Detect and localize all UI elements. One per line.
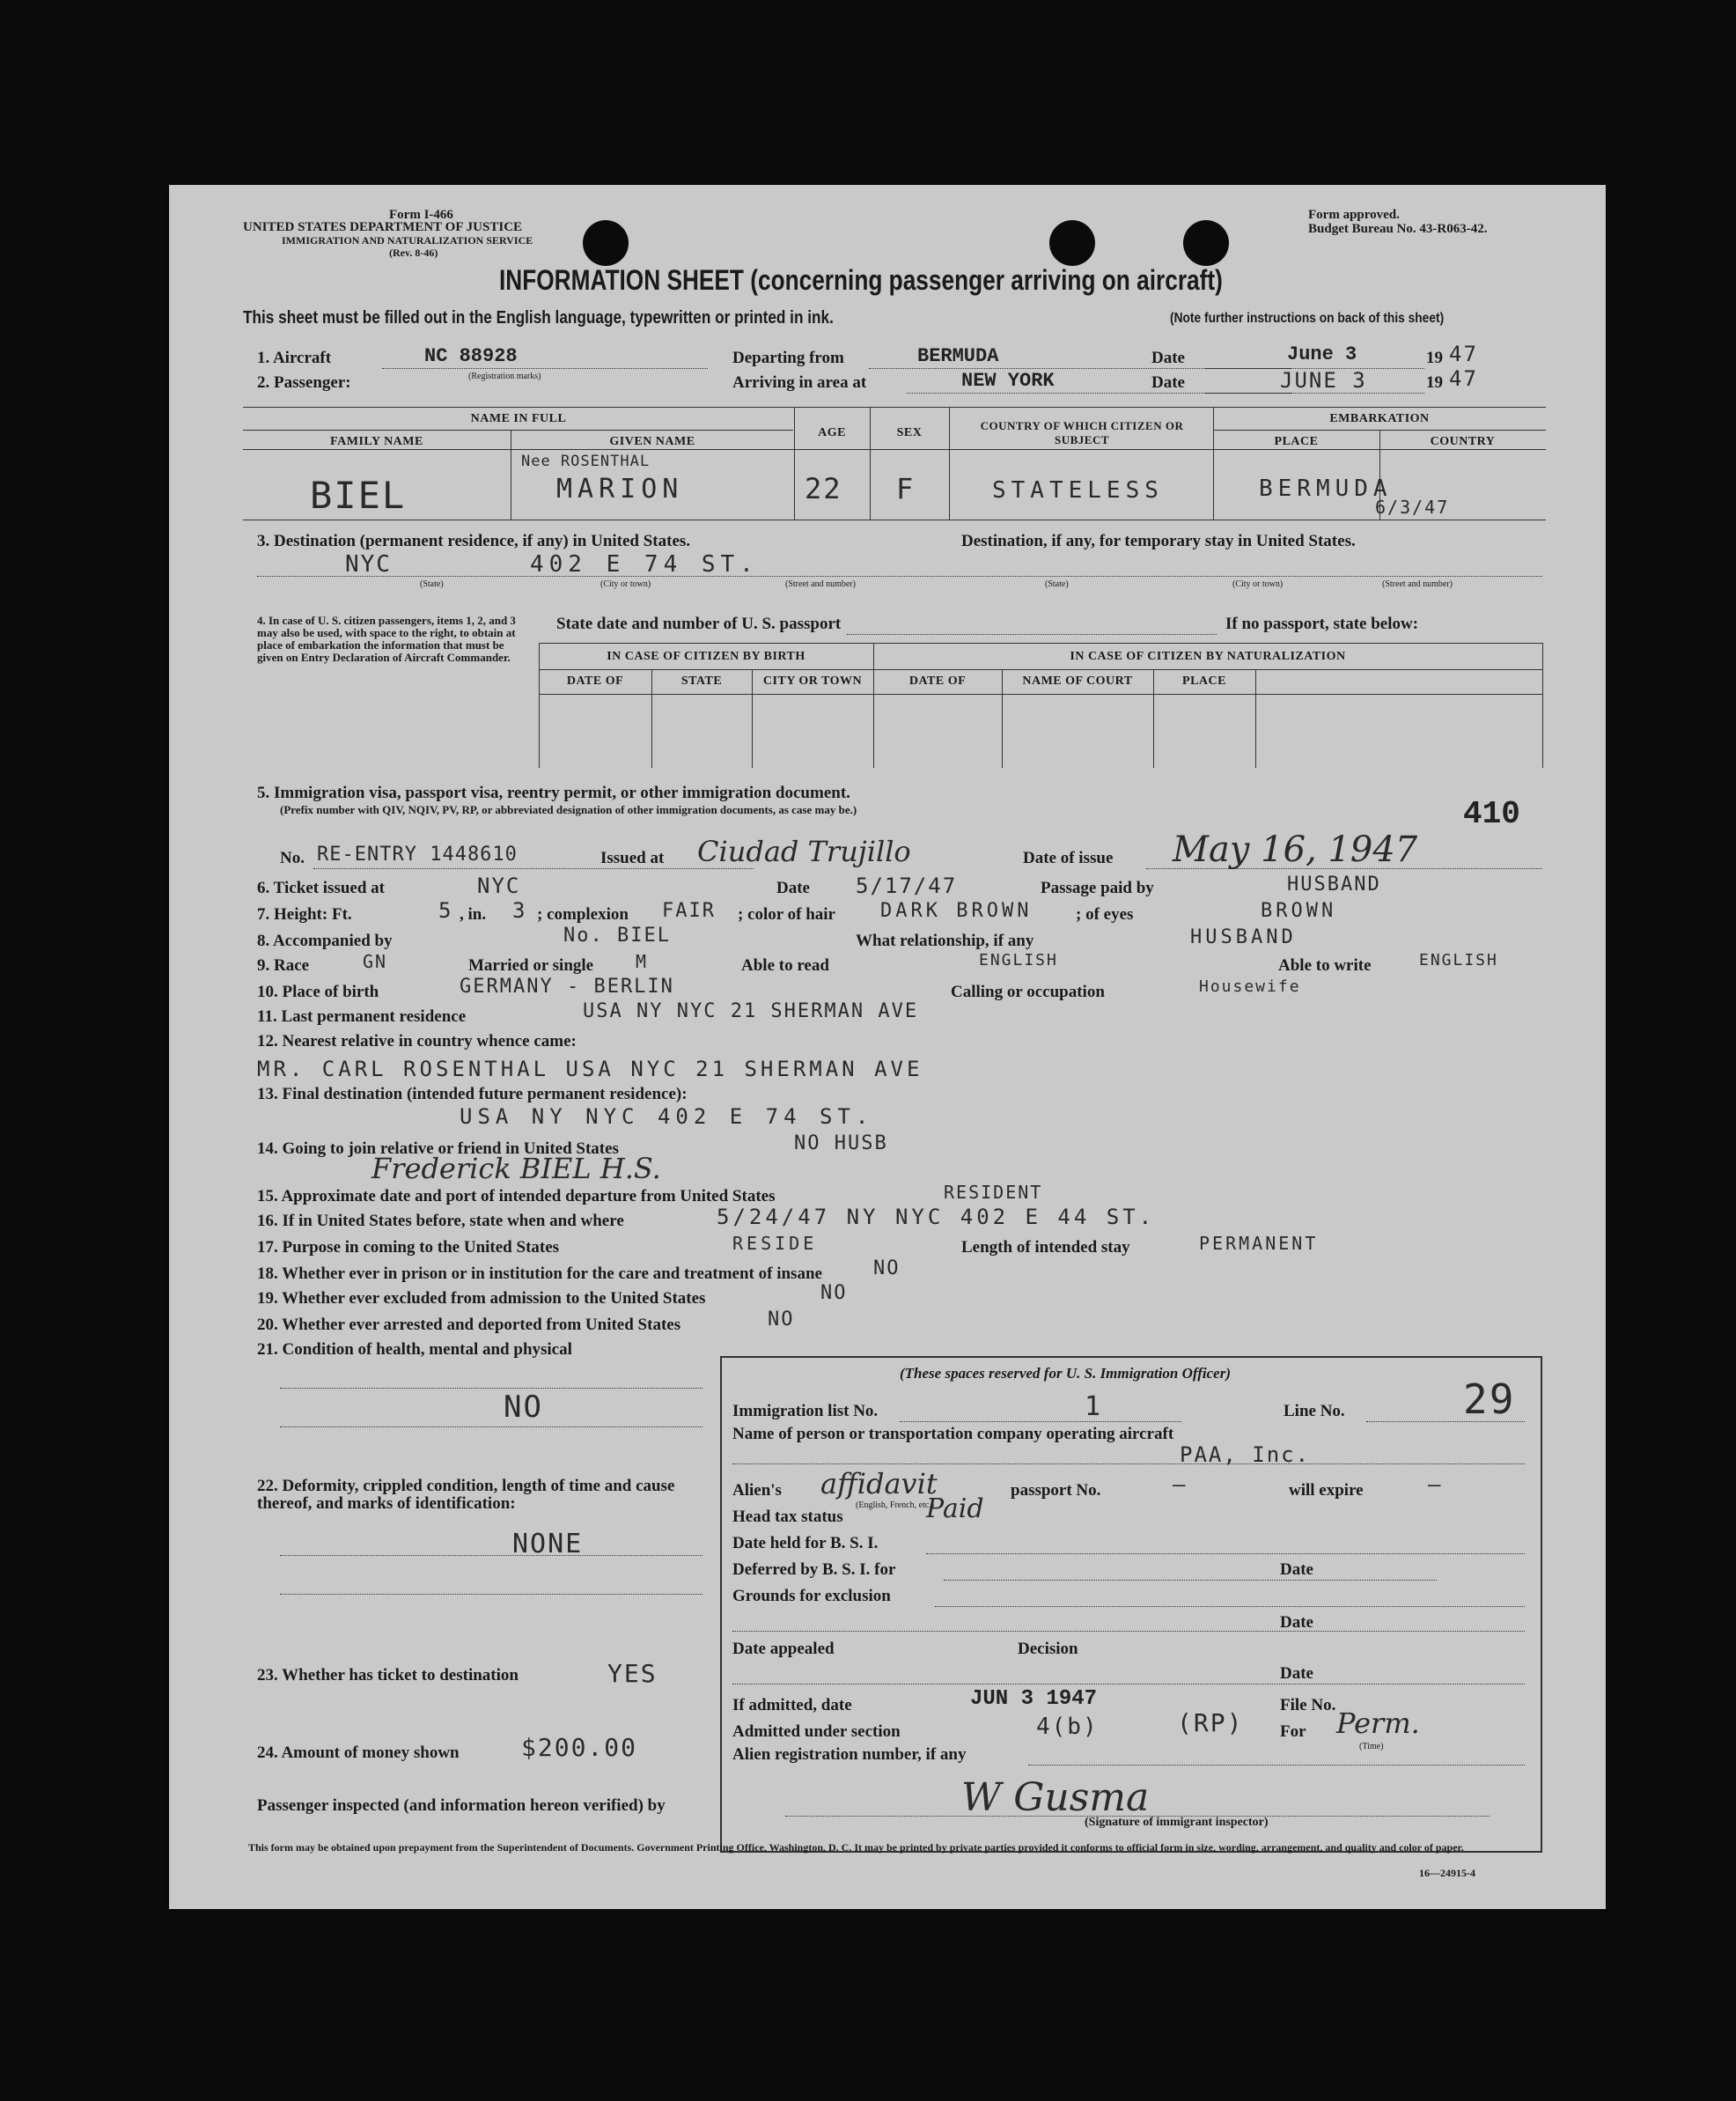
hair-value: DARK BROWN <box>880 900 1033 922</box>
date2-value: JUNE 3 <box>1280 368 1367 393</box>
embark-date-value: 6/3/47 <box>1375 497 1450 518</box>
section-value: 4(b) <box>1036 1714 1099 1740</box>
money-value: $200.00 <box>521 1733 638 1762</box>
height-in-value: 3 <box>512 898 527 923</box>
date1-value: June 3 <box>1287 343 1357 365</box>
alien-value: affidavit <box>820 1467 938 1500</box>
form-title: INFORMATION SHEET (concerning passenger arriving on aircraft) <box>499 264 1223 296</box>
embarkation-country-header: COUNTRY <box>1430 435 1496 448</box>
prison-label: 18. Whether ever in prison or in institution for the care and treatment of insane <box>257 1264 822 1283</box>
accompanied-label: 8. Accompanied by <box>257 932 393 950</box>
expire-label: will expire <box>1289 1481 1364 1500</box>
punch-hole <box>1183 220 1229 266</box>
relationship-value: HUSBAND <box>1190 926 1297 948</box>
stamp-number: 410 <box>1463 796 1520 832</box>
appealed-label: Date appealed <box>732 1640 835 1658</box>
married-label: Married or single <box>468 956 594 975</box>
city-caption: (City or town) <box>600 579 651 589</box>
birth-city-header: CITY OR TOWN <box>762 675 863 688</box>
instructions-right: (Note further instructions on back of this sheet) <box>1170 311 1445 326</box>
occupation-label: Calling or occupation <box>951 983 1105 1001</box>
nearest-relative-label: 12. Nearest relative in country whence came: <box>257 1032 577 1050</box>
form-sheet <box>169 185 1606 1909</box>
read-label: Able to read <box>741 956 829 975</box>
passenger-label: 2. Passenger: <box>257 373 351 392</box>
nat-court-header: NAME OF COURT <box>1022 675 1133 688</box>
passport-no-label: passport No. <box>1011 1481 1101 1500</box>
country-citizen-header: COUNTRY OF WHICH CITIZEN OR SUBJECT <box>980 419 1184 446</box>
final-destination-value: USA NY NYC 402 E 74 ST. <box>460 1104 874 1129</box>
destination-street-value: 402 E 74 ST. <box>530 551 759 578</box>
sex-value: F <box>896 472 916 505</box>
passage-paid-value: HUSBAND <box>1287 874 1381 896</box>
embarkation-header: EMBARKATION <box>1329 412 1430 425</box>
head-tax-label: Head tax status <box>732 1508 843 1526</box>
inspected-label: Passenger inspected (and information hereon verified) by <box>257 1796 666 1815</box>
year2-prefix: 19 <box>1426 373 1443 392</box>
alien-registration-label: Alien registration number, if any <box>732 1745 967 1764</box>
excluded-value: NO <box>820 1282 848 1304</box>
ticket-label: 6. Ticket issued at <box>257 879 385 897</box>
for-label: For <box>1280 1722 1306 1741</box>
doc-no-value: RE-ENTRY 1448610 <box>317 844 518 866</box>
height-in-label: , in. <box>460 905 487 924</box>
deformity-value: NONE <box>512 1529 584 1559</box>
given-name-note: Nee ROSENTHAL <box>521 453 651 470</box>
relationship-label: What relationship, if any <box>856 932 1034 950</box>
age-value: 22 <box>805 472 842 505</box>
date-of-issue-value: May 16, 1947 <box>1173 829 1418 870</box>
arriving-label: Arriving in area at <box>732 373 867 392</box>
nearest-relative-value: MR. CARL ROSENTHAL USA NYC 21 SHERMAN AVE <box>257 1057 923 1081</box>
write-label: Able to write <box>1278 956 1372 975</box>
instructions-left: This sheet must be filled out in the English language, typewritten or printed in ink. <box>243 308 834 328</box>
nat-date-header: DATE OF <box>908 675 967 688</box>
doc-no-label: No. <box>280 849 305 867</box>
punch-hole <box>1049 220 1095 266</box>
last-residence-value: USA NY NYC 21 SHERMAN AVE <box>583 1000 919 1022</box>
section-label: Admitted under section <box>732 1722 901 1741</box>
temp-destination-label: Destination, if any, for temporary stay in United States. <box>961 532 1356 550</box>
grounds-date-label: Date <box>1280 1613 1313 1632</box>
deported-label: 20. Whether ever arrested and deported from United States <box>257 1316 681 1334</box>
issued-at-value: Ciudad Trujillo <box>697 835 911 868</box>
complexion-value: FAIR <box>662 900 716 922</box>
hair-label: ; color of hair <box>738 905 835 924</box>
ticket-date-value: 5/17/47 <box>856 874 958 898</box>
ticket-value: NYC <box>477 874 521 898</box>
street-caption: (Street and number) <box>785 579 856 589</box>
length-of-stay-value: PERMANENT <box>1199 1233 1319 1254</box>
immigration-list-label: Immigration list No. <box>732 1402 879 1420</box>
relative-name-value: Frederick BIEL H.S. <box>371 1152 661 1185</box>
line-no-label: Line No. <box>1284 1402 1345 1420</box>
us-passport-label: State date and number of U. S. passport <box>556 615 842 633</box>
previous-visit-value: 5/24/47 NY NYC 402 E 44 ST. <box>717 1205 1156 1229</box>
agency-name: UNITED STATES DEPARTMENT OF JUSTICE <box>243 220 523 234</box>
line-no-value: 29 <box>1463 1375 1516 1423</box>
form-code: 16—24915-4 <box>1419 1867 1475 1879</box>
year1-value: 47 <box>1449 342 1478 366</box>
ticket-destination-value: YES <box>607 1659 658 1688</box>
budget-bureau: Budget Bureau No. 43-R063-42. <box>1308 222 1488 236</box>
citizen-birth-header: IN CASE OF CITIZEN BY BIRTH <box>607 650 805 663</box>
birthplace-label: 10. Place of birth <box>257 983 379 1001</box>
file-no-label: File No. <box>1280 1696 1336 1714</box>
height-ft-label: 7. Height: Ft. <box>257 905 352 924</box>
final-destination-label: 13. Final destination (intended future permanent residence): <box>257 1085 688 1103</box>
eyes-value: BROWN <box>1261 900 1337 922</box>
length-of-stay-label: Length of intended stay <box>961 1238 1130 1257</box>
departing-value: BERMUDA <box>917 345 999 367</box>
complexion-label: ; complexion <box>537 905 629 924</box>
height-ft-value: 5 <box>438 898 453 923</box>
eyes-label: ; of eyes <box>1076 905 1134 924</box>
aircraft-value: NC 88928 <box>424 345 518 367</box>
inspector-signature: W Gusma <box>961 1775 1150 1820</box>
state-caption: (State) <box>420 579 444 589</box>
health-label: 21. Condition of health, mental and physical <box>257 1340 572 1359</box>
health-value: NO <box>504 1390 543 1425</box>
birth-state-header: STATE <box>680 675 723 688</box>
family-name-value: BIEL <box>310 474 407 517</box>
age-header: AGE <box>818 426 846 439</box>
aircraft-label: 1. Aircraft <box>257 349 332 367</box>
time-caption: (Time) <box>1359 1742 1384 1751</box>
money-label: 24. Amount of money shown <box>257 1743 460 1762</box>
occupation-value: Housewife <box>1199 977 1301 996</box>
purpose-value: RESIDE <box>732 1233 818 1254</box>
embarkation-place-header: PLACE <box>1274 435 1319 448</box>
birth-date-header: DATE OF <box>566 675 624 688</box>
decision-label: Decision <box>1018 1640 1078 1658</box>
last-residence-label: 11. Last permanent residence <box>257 1007 467 1026</box>
immigration-doc-label: 5. Immigration visa, passport visa, reentry permit, or other immigration document. <box>257 784 850 802</box>
given-name-header: GIVEN NAME <box>609 435 695 448</box>
expire-value: — <box>1428 1472 1443 1497</box>
head-tax-value: Paid <box>926 1493 984 1524</box>
admitted-date-label: If admitted, date <box>732 1696 852 1714</box>
company-value: PAA, Inc. <box>1180 1442 1311 1467</box>
excluded-label: 19. Whether ever excluded from admission to the United States <box>257 1289 706 1308</box>
citizen-instructions: 4. In case of U. S. citizen passengers, items 1, 2, and 3 may also be used, with space to the right, to obtain at place of embarkation the information that must be given on Entry Declaration of Aircraft Commander. <box>257 614 516 664</box>
purpose-label: 17. Purpose in coming to the United States <box>257 1238 560 1257</box>
date1-label: Date <box>1151 349 1185 367</box>
form-approved: Form approved. <box>1308 208 1400 222</box>
immigration-doc-note: (Prefix number with QIV, NQIV, PV, RP, or abbreviated designation of other immigration documents, as case may be.) <box>280 803 857 816</box>
signature-caption: (Signature of immigrant inspector) <box>1085 1816 1269 1829</box>
nat-place-header: PLACE <box>1182 675 1226 688</box>
passage-paid-label: Passage paid by <box>1041 879 1154 897</box>
bsi-held-label: Date held for B. S. I. <box>732 1534 879 1552</box>
citizen-naturalization-header: IN CASE OF CITIZEN BY NATURALIZATION <box>1070 650 1346 663</box>
year1-prefix: 19 <box>1426 349 1443 367</box>
officer-section-title: (These spaces reserved for U. S. Immigration Officer) <box>900 1365 1232 1382</box>
deferred-label: Deferred by B. S. I. for <box>732 1560 896 1579</box>
form-revision: (Rev. 8-46) <box>389 247 438 259</box>
join-relative-label: 14. Going to join relative or friend in United States <box>257 1139 619 1158</box>
read-value: ENGLISH <box>979 951 1058 969</box>
form-number: Form I-466 <box>389 208 453 222</box>
date-of-issue-label: Date of issue <box>1023 849 1114 867</box>
sex-header: SEX <box>896 426 923 439</box>
registration-caption: (Registration marks) <box>468 372 541 381</box>
write-value: ENGLISH <box>1419 951 1498 969</box>
grounds-label: Grounds for exclusion <box>732 1587 891 1605</box>
for-value: Perm. <box>1336 1707 1420 1740</box>
decision-date-label: Date <box>1280 1664 1313 1683</box>
company-label: Name of person or transportation company operating aircraft <box>732 1425 1174 1443</box>
arriving-value: NEW YORK <box>961 370 1055 392</box>
departure-label: 15. Approximate date and port of intended departure from United States <box>257 1187 776 1205</box>
family-name-header: FAMILY NAME <box>330 435 423 448</box>
accompanied-value: No. BIEL <box>563 925 671 947</box>
given-name-value: MARION <box>556 474 684 505</box>
destination-label: 3. Destination (permanent residence, if any) in United States. <box>257 532 691 550</box>
name-in-full-header: NAME IN FULL <box>470 412 567 425</box>
destination-state-value: NYC <box>345 551 392 578</box>
previous-visit-label: 16. If in United States before, state when and where <box>257 1212 624 1230</box>
service-name: IMMIGRATION AND NATURALIZATION SERVICE <box>282 234 533 247</box>
ticket-destination-label: 23. Whether has ticket to destination <box>257 1666 519 1684</box>
birthplace-value: GERMANY - BERLIN <box>460 976 674 998</box>
deferred-date-label: Date <box>1280 1560 1313 1579</box>
race-value: GN <box>363 951 388 972</box>
temp-state-caption: (State) <box>1045 579 1069 589</box>
alien-language-caption: (English, French, etc.) <box>856 1500 935 1510</box>
no-passport-label: If no passport, state below: <box>1225 615 1419 633</box>
date2-label: Date <box>1151 373 1185 392</box>
admitted-date-value: JUN 3 1947 <box>970 1687 1098 1711</box>
deformity-label: 22. Deformity, crippled condition, length of time and cause thereof, and marks of identification: <box>257 1477 675 1513</box>
year2-value: 47 <box>1449 366 1478 391</box>
departing-label: Departing from <box>732 349 844 367</box>
departure-value: RESIDENT <box>944 1182 1043 1203</box>
issued-at-label: Issued at <box>600 849 665 867</box>
deported-value: NO <box>768 1309 795 1331</box>
passport-no-value: — <box>1173 1472 1188 1497</box>
join-relative-value: NO HUSB <box>794 1132 888 1154</box>
temp-city-caption: (City or town) <box>1232 579 1284 589</box>
embark-place-value: BERMUDA <box>1259 475 1393 502</box>
ticket-date-label: Date <box>776 879 810 897</box>
temp-street-caption: (Street and number) <box>1382 579 1453 589</box>
section-note: (RP) <box>1177 1708 1244 1737</box>
immigration-list-value: 1 <box>1085 1391 1103 1422</box>
alien-label: Alien's <box>732 1481 782 1500</box>
prison-value: NO <box>873 1257 901 1279</box>
printing-note: This form may be obtained upon prepayment from the Superintendent of Documents. Government Printing Office, Washington, D. C. It may be printed by private parties provided it conforms to official form in size, wording, arrangement, and quality and color of paper. <box>248 1841 1464 1854</box>
married-value: M <box>636 951 649 972</box>
punch-hole <box>583 220 629 266</box>
race-label: 9. Race <box>257 956 310 975</box>
citizen-value: STATELESS <box>992 477 1164 504</box>
